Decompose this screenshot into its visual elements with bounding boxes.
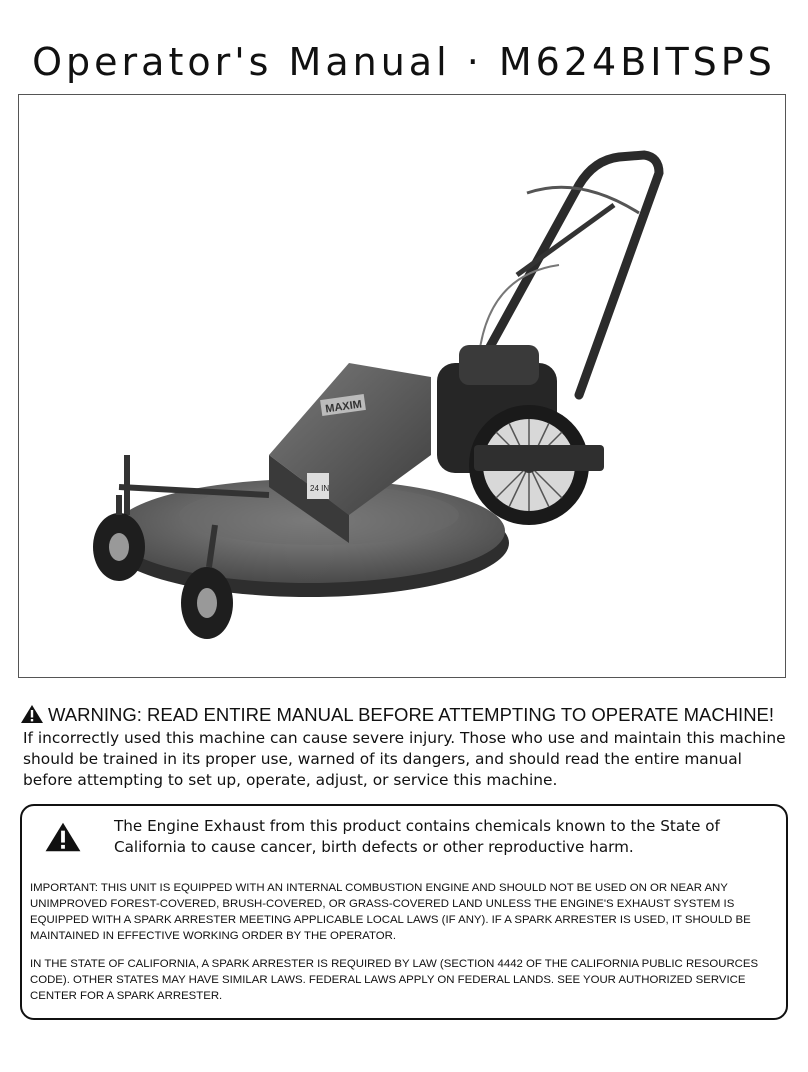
product-photo-frame xyxy=(18,94,786,678)
warning-heading-text: WARNING: READ ENTIRE MANUAL BEFORE ATTEMPTING TO OPERATE MACHINE! xyxy=(48,704,775,725)
important-notice: IMPORTANT: THIS UNIT IS EQUIPPED WITH AN INTERNAL COMBUSTION ENGINE AND SHOULD NOT BE USED ON OR NEAR ANY UNIMPROVED FOREST-COVERED, BRUSH-COVERED, OR GRASS-COVERED LAND UNLESS THE ENGINE'S EXHAUST SYSTEM IS EQUIPPED WITH A SPARK ARRESTER MEETING APPLICABLE LOCAL LAWS (IF ANY). IF A SPARK ARRESTER IS USED, IT SHOULD BE MAINTAINED IN EFFECTIVE WORKING ORDER BY THE OPERATOR. xyxy=(30,882,751,942)
lawn-mower-photo xyxy=(19,95,785,677)
warning-triangle-icon xyxy=(20,704,44,729)
warning-triangle-icon xyxy=(44,820,82,859)
warning-heading xyxy=(20,704,800,729)
brand-badge: MAXIM xyxy=(324,398,363,416)
notice-box xyxy=(20,804,788,1020)
deck-size-label: 24 IN xyxy=(310,484,330,493)
warning-body: If incorrectly used this machine can cause severe injury. Those who use and maintain this machine should be trained in its proper use, warned of its dangers, and should read the entire manual before attempting to set up, operate, adjust, or service this machine. xyxy=(23,729,786,789)
california-law-notice: IN THE STATE OF CALIFORNIA, A SPARK ARRESTER IS REQUIRED BY LAW (SECTION 4442 OF THE CALIFORNIA PUBLIC RESOURCES CODE). OTHER STATES MAY HAVE SIMILAR LAWS. FEDERAL LAWS APPLY ON FEDERAL LANDS. SEE YOUR AUTHORIZED SERVICE CENTER FOR A SPARK ARRESTER. xyxy=(30,958,759,1002)
page-title: Operator's Manual · M624BITSPS xyxy=(32,40,776,84)
prop65-notice: The Engine Exhaust from this product contains chemicals known to the State of California to cause cancer, birth defects or other reproductive harm. xyxy=(114,817,720,856)
